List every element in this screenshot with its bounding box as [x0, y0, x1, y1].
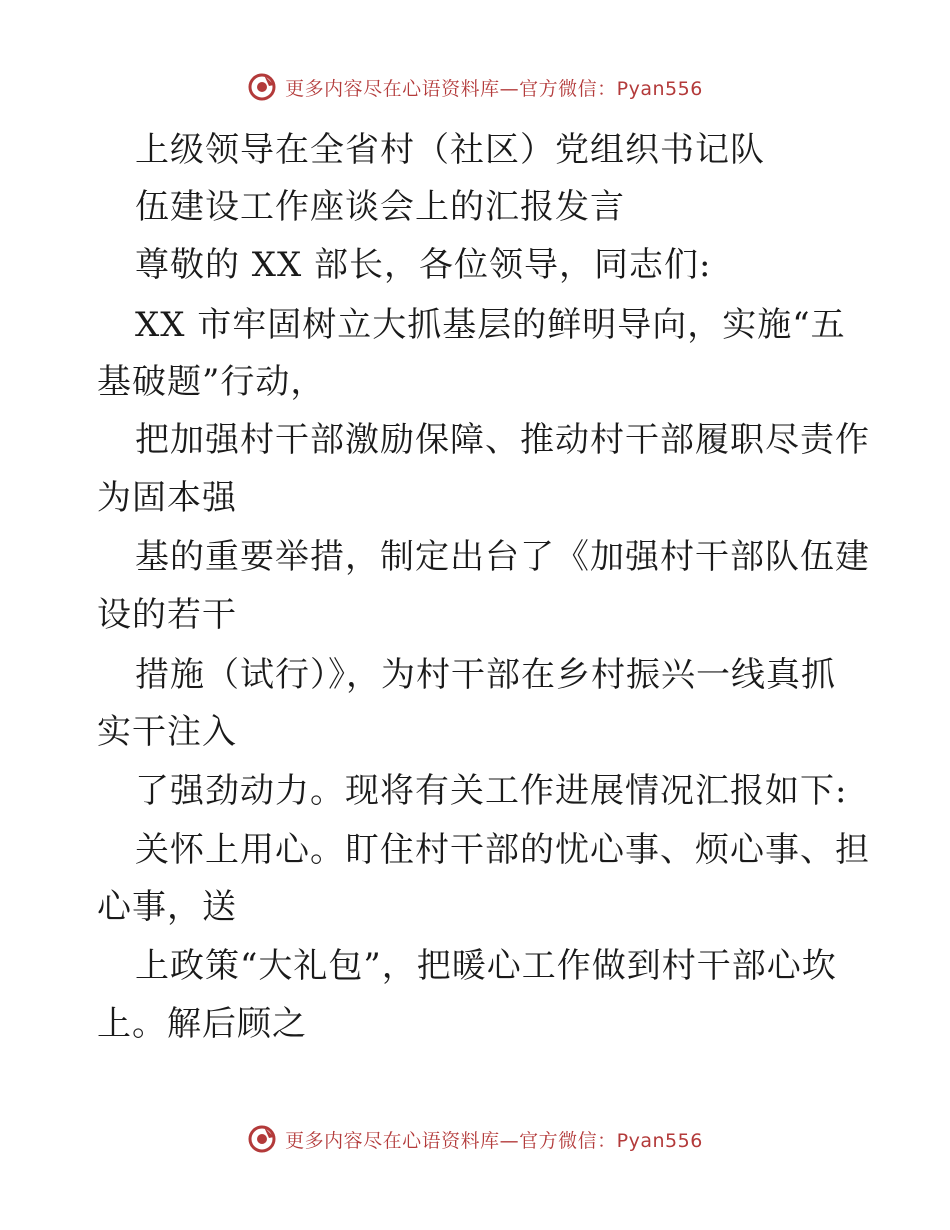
brand-logo-icon: [247, 1124, 277, 1154]
text-line: 措施（试行）》，为村干部在乡村振兴一线真抓: [135, 655, 836, 695]
text-line: XX 市牢固树立大抓基层的鲜明导向，实施“五: [135, 305, 846, 345]
brand-logo-icon: [247, 72, 277, 102]
text-line: 上级领导在全省村（社区）党组织书记队: [135, 130, 765, 170]
watermark-text: 更多内容尽在心语资料库—官方微信：Pyan556: [285, 77, 703, 100]
text-line: 上政策“大礼包”，把暖心工作做到村干部心坎: [135, 946, 837, 986]
text-line: 把加强村干部激励保障、推动村干部履职尽责作: [135, 420, 870, 460]
text-line: 尊敬的 XX 部长，各位领导，同志们:: [135, 245, 712, 285]
text-line: 心事，送: [97, 887, 237, 927]
text-line: 伍建设工作座谈会上的汇报发言: [135, 187, 625, 227]
text-line: 基破题”行动，: [97, 362, 326, 402]
watermark-text: 更多内容尽在心语资料库—官方微信：Pyan556: [285, 1129, 703, 1152]
text-line: 实干注入: [97, 712, 237, 752]
text-line: 上。解后顾之: [97, 1004, 307, 1044]
text-line: 为固本强: [97, 478, 237, 518]
text-line: 基的重要举措，制定出台了《加强村干部队伍建: [135, 537, 870, 577]
text-line: 了强劲动力。现将有关工作进展情况汇报如下:: [135, 771, 848, 811]
watermark-header: [0, 72, 950, 102]
text-line: 设的若干: [97, 595, 237, 635]
text-line: 关怀上用心。盯住村干部的忧心事、烦心事、担: [135, 830, 870, 870]
watermark-footer: [0, 1124, 950, 1154]
